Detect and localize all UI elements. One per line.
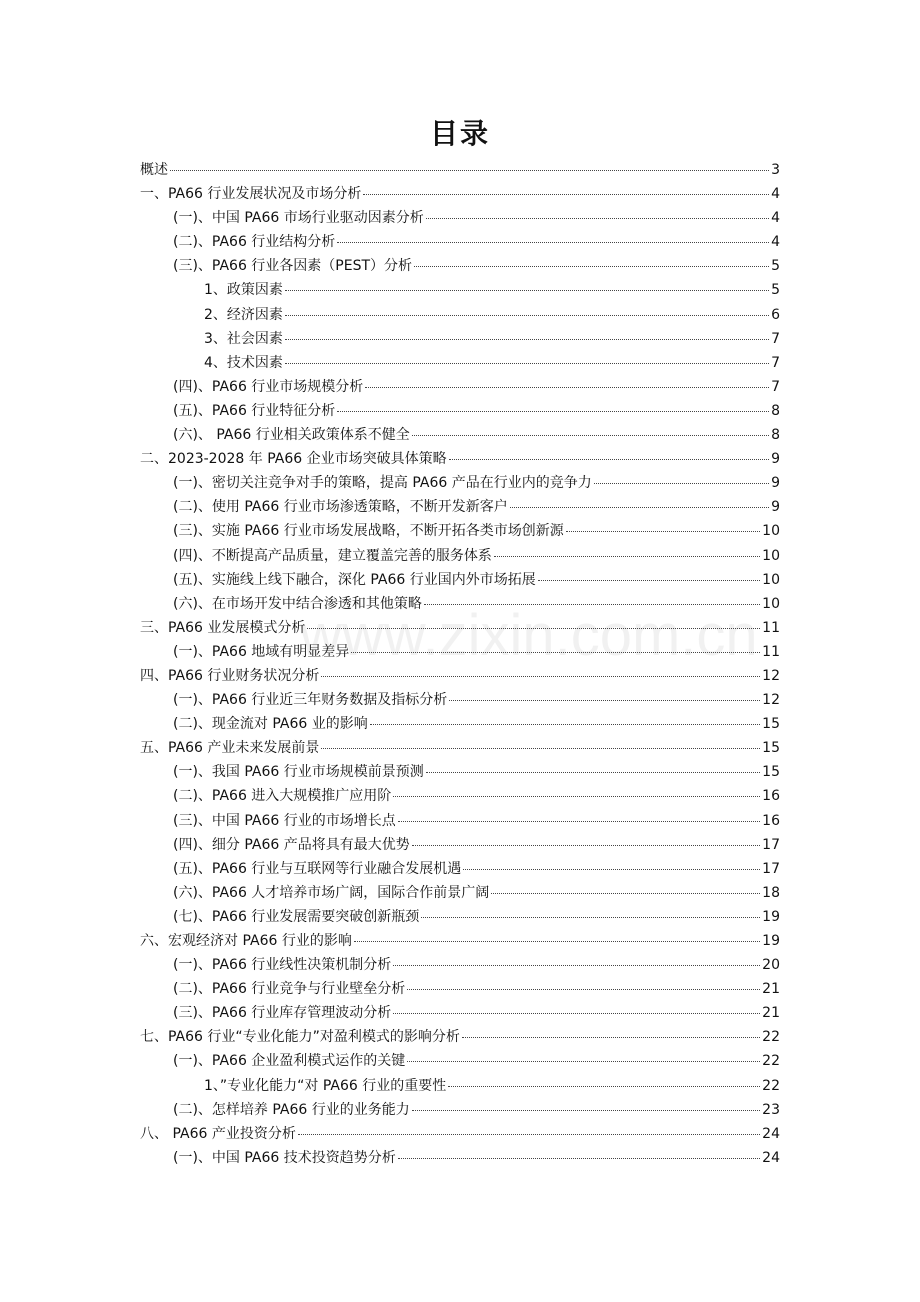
toc-dot-leader bbox=[393, 1012, 760, 1014]
toc-entry-page: 9 bbox=[771, 475, 780, 492]
toc-dot-leader bbox=[285, 338, 769, 340]
toc-dot-leader bbox=[337, 241, 769, 243]
toc-entry[interactable] bbox=[140, 568, 780, 592]
toc-entry-page: 17 bbox=[762, 860, 780, 877]
toc-dot-leader bbox=[285, 314, 769, 316]
toc-entry-title: (七)、PA66 行业发展需要突破创新瓶颈 bbox=[173, 908, 420, 925]
toc-dot-leader bbox=[414, 265, 769, 267]
toc-entry[interactable] bbox=[140, 447, 780, 471]
toc-entry-title: (四)、不断提高产品质量，建立覆盖完善的服务体系 bbox=[173, 547, 492, 564]
toc-dot-leader bbox=[412, 1109, 760, 1111]
toc-entry-title: (一)、中国 PA66 技术投资趋势分析 bbox=[173, 1149, 396, 1166]
toc-dot-leader bbox=[337, 410, 769, 412]
toc-dot-leader bbox=[321, 675, 760, 677]
toc-dot-leader bbox=[363, 193, 769, 195]
toc-entry-title: (二)、现金流对 PA66 业的影响 bbox=[173, 716, 368, 733]
toc-dot-leader bbox=[321, 747, 760, 749]
toc-entry-title: (四)、PA66 行业市场规模分析 bbox=[173, 378, 364, 395]
toc-entry-title: 五、PA66 产业未来发展前景 bbox=[140, 740, 320, 757]
toc-entry[interactable] bbox=[140, 1049, 780, 1073]
toc-dot-leader bbox=[463, 868, 760, 870]
toc-entry-page: 8 bbox=[771, 402, 780, 419]
toc-dot-leader bbox=[398, 820, 760, 822]
toc-entry[interactable] bbox=[140, 423, 780, 447]
toc-entry-page: 10 bbox=[762, 595, 780, 612]
toc-entry[interactable] bbox=[140, 158, 780, 182]
toc-entry-title: (六)、PA66 人才培养市场广阔，国际合作前景广阔 bbox=[173, 884, 490, 901]
toc-entry-title: 八、 PA66 产业投资分析 bbox=[140, 1125, 296, 1142]
toc-entry[interactable] bbox=[140, 206, 780, 230]
toc-entry-title: (二)、PA66 行业竞争与行业壁垒分析 bbox=[173, 981, 406, 998]
toc-entry-page: 12 bbox=[762, 667, 780, 684]
toc-entry-title: (二)、PA66 进入大规模推广应用阶 bbox=[173, 788, 392, 805]
toc-entry[interactable] bbox=[140, 375, 780, 399]
toc-entry[interactable] bbox=[140, 1098, 780, 1122]
toc-entry-title: (二)、PA66 行业结构分析 bbox=[173, 234, 336, 251]
toc-dot-leader bbox=[426, 217, 769, 219]
toc-entry[interactable] bbox=[140, 977, 780, 1001]
toc-dot-leader bbox=[462, 1036, 760, 1038]
toc-entry-title: 1、政策因素 bbox=[204, 282, 283, 299]
toc-entry[interactable] bbox=[140, 929, 780, 953]
toc-entry-title: 一、PA66 行业发展状况及市场分析 bbox=[140, 186, 362, 203]
toc-entry-page: 8 bbox=[771, 427, 780, 444]
toc-dot-leader bbox=[170, 169, 769, 171]
toc-entry[interactable] bbox=[140, 544, 780, 568]
toc-entry-page: 7 bbox=[771, 354, 780, 371]
toc-entry-title: (三)、PA66 行业库存管理波动分析 bbox=[173, 1005, 392, 1022]
toc-entry[interactable] bbox=[140, 230, 780, 254]
toc-entry-page: 12 bbox=[762, 692, 780, 709]
toc-entry-page: 10 bbox=[762, 571, 780, 588]
toc-entry-page: 22 bbox=[762, 1029, 780, 1046]
toc-entry-title: (六)、 PA66 行业相关政策体系不健全 bbox=[173, 427, 410, 444]
toc-dot-leader bbox=[393, 795, 760, 797]
toc-dot-leader bbox=[393, 964, 760, 966]
toc-entry[interactable] bbox=[140, 953, 780, 977]
toc-dot-leader bbox=[448, 1085, 760, 1087]
toc-entry-title: 二、2023-2028 年 PA66 企业市场突破具体策略 bbox=[140, 451, 447, 468]
toc-entry-page: 9 bbox=[771, 499, 780, 516]
toc-entry-title: 4、技术因素 bbox=[204, 354, 283, 371]
toc-entry[interactable] bbox=[140, 327, 780, 351]
toc-entry[interactable] bbox=[140, 399, 780, 423]
toc-entry[interactable] bbox=[140, 1001, 780, 1025]
toc-entry-page: 15 bbox=[762, 716, 780, 733]
toc-entry-title: (六)、在市场开发中结合渗透和其他策略 bbox=[173, 595, 422, 612]
toc-entry-page: 4 bbox=[771, 210, 780, 227]
toc-entry-title: 四、PA66 行业财务状况分析 bbox=[140, 667, 320, 684]
toc-dot-leader bbox=[494, 555, 760, 557]
toc-entry[interactable] bbox=[140, 471, 780, 495]
toc-entry-page: 21 bbox=[762, 981, 780, 998]
toc-entry-title: 1、”专业化能力“对 PA66 行业的重要性 bbox=[204, 1077, 447, 1094]
toc-dot-leader bbox=[285, 289, 769, 291]
toc-entry[interactable] bbox=[140, 1122, 780, 1146]
toc-entry-page: 6 bbox=[771, 306, 780, 323]
toc-entry-page: 18 bbox=[762, 884, 780, 901]
toc-dot-leader bbox=[566, 530, 760, 532]
toc-entry[interactable] bbox=[140, 784, 780, 808]
toc-entry[interactable] bbox=[140, 833, 780, 857]
toc-dot-leader bbox=[421, 916, 760, 918]
toc-entry-page: 19 bbox=[762, 933, 780, 949]
toc-entry[interactable] bbox=[140, 905, 780, 929]
toc-entry-title: (五)、实施线上线下融合，深化 PA66 行业国内外市场拓展 bbox=[173, 571, 536, 588]
toc-dot-leader bbox=[491, 892, 760, 894]
toc-dot-leader bbox=[365, 386, 769, 388]
toc-entry-page: 7 bbox=[771, 378, 780, 395]
toc-entry-page: 9 bbox=[771, 451, 780, 468]
toc-entry-title: 三、PA66 业发展模式分析 bbox=[140, 619, 306, 636]
toc-entry[interactable] bbox=[140, 182, 780, 206]
toc-entry-title: (一)、PA66 行业近三年财务数据及指标分析 bbox=[173, 692, 448, 709]
toc-entry[interactable] bbox=[140, 736, 780, 760]
toc-entry-title: (三)、PA66 行业各因素（PEST）分析 bbox=[173, 258, 413, 275]
toc-entry-title: (五)、PA66 行业与互联网等行业融合发展机遇 bbox=[173, 860, 462, 877]
toc-entry-title: (三)、实施 PA66 行业市场发展战略，不断开拓各类市场创新源 bbox=[173, 523, 564, 540]
toc-entry-title: (五)、PA66 行业特征分析 bbox=[173, 402, 336, 419]
toc-entry-title: 六、宏观经济对 PA66 行业的影响 bbox=[140, 933, 352, 949]
toc-dot-leader bbox=[449, 458, 769, 460]
toc-entry-page: 5 bbox=[771, 258, 780, 275]
toc-entry[interactable] bbox=[140, 1074, 780, 1098]
toc-dot-leader bbox=[407, 988, 760, 990]
toc-entry[interactable] bbox=[140, 809, 780, 833]
toc-entry[interactable] bbox=[140, 278, 780, 302]
toc-dot-leader bbox=[449, 699, 760, 701]
toc-entry-title: (一)、密切关注竞争对手的策略，提高 PA66 产品在行业内的竞争力 bbox=[173, 475, 592, 492]
toc-entry-page: 15 bbox=[762, 740, 780, 757]
toc-entry[interactable] bbox=[140, 495, 780, 519]
toc-entry[interactable] bbox=[140, 303, 780, 327]
toc-entry-page: 23 bbox=[762, 1101, 780, 1118]
toc-dot-leader bbox=[510, 506, 769, 508]
toc-entry-page: 4 bbox=[771, 186, 780, 203]
toc-entry-page: 22 bbox=[762, 1077, 780, 1094]
toc-entry-page: 10 bbox=[762, 523, 780, 540]
toc-entry-page: 17 bbox=[762, 836, 780, 853]
watermark: www.zixin.com.cn bbox=[300, 603, 758, 668]
toc-entry[interactable] bbox=[140, 1146, 780, 1170]
toc-dot-leader bbox=[594, 482, 769, 484]
toc-entry-title: (一)、PA66 行业线性决策机制分析 bbox=[173, 957, 392, 974]
toc-entry-page: 5 bbox=[771, 282, 780, 299]
toc-entry-title: 3、社会因素 bbox=[204, 330, 283, 347]
toc-entry-title: (四)、细分 PA66 产品将具有最大优势 bbox=[173, 836, 410, 853]
toc-entry-title: (一)、PA66 地域有明显差异 bbox=[173, 643, 350, 660]
toc-entry[interactable] bbox=[140, 712, 780, 736]
toc-entry-page: 16 bbox=[762, 812, 780, 829]
toc-dot-leader bbox=[426, 771, 760, 773]
toc-entry-title: 2、经济因素 bbox=[204, 306, 283, 323]
toc-entry-page: 15 bbox=[762, 764, 780, 781]
toc-entry-title: 概述 bbox=[140, 162, 168, 178]
toc-entry-title: (一)、我国 PA66 行业市场规模前景预测 bbox=[173, 764, 424, 781]
toc-dot-leader bbox=[538, 579, 760, 581]
toc-entry-page: 3 bbox=[771, 162, 780, 178]
toc-dot-leader bbox=[285, 362, 769, 364]
toc-entry-page: 11 bbox=[762, 619, 780, 636]
toc-entry-title: (一)、PA66 企业盈利模式运作的关键 bbox=[173, 1053, 406, 1070]
toc-entry-page: 4 bbox=[771, 234, 780, 251]
toc-dot-leader bbox=[407, 1060, 760, 1062]
toc-entry-title: 七、PA66 行业“专业化能力”对盈利模式的影响分析 bbox=[140, 1029, 460, 1046]
toc-entry[interactable] bbox=[140, 857, 780, 881]
page-title: 目录 bbox=[429, 117, 490, 150]
toc-entry-page: 16 bbox=[762, 788, 780, 805]
toc-entry-page: 19 bbox=[762, 908, 780, 925]
toc-entry-page: 24 bbox=[762, 1125, 780, 1142]
toc-entry[interactable] bbox=[140, 519, 780, 543]
toc-entry[interactable] bbox=[140, 881, 780, 905]
toc-entry[interactable] bbox=[140, 1025, 780, 1049]
toc-entry-title: (一)、中国 PA66 市场行业驱动因素分析 bbox=[173, 210, 424, 227]
toc-entry-title: (二)、怎样培养 PA66 行业的业务能力 bbox=[173, 1101, 410, 1118]
toc-entry-title: (三)、中国 PA66 行业的市场增长点 bbox=[173, 812, 396, 829]
toc-entry-page: 20 bbox=[762, 957, 780, 974]
toc-dot-leader bbox=[412, 434, 769, 436]
toc-entry-page: 11 bbox=[762, 643, 780, 660]
toc-dot-leader bbox=[354, 940, 760, 942]
toc-dot-leader bbox=[398, 1157, 760, 1159]
toc-entry-page: 21 bbox=[762, 1005, 780, 1022]
toc-dot-leader bbox=[370, 723, 760, 725]
toc-entry[interactable] bbox=[140, 760, 780, 784]
toc-entry-page: 22 bbox=[762, 1053, 780, 1070]
toc-entry[interactable] bbox=[140, 688, 780, 712]
toc-entry[interactable] bbox=[140, 351, 780, 375]
toc-entry-title: (二)、使用 PA66 行业市场渗透策略，不断开发新客户 bbox=[173, 499, 508, 516]
toc-dot-leader bbox=[412, 844, 760, 846]
toc-entry-page: 24 bbox=[762, 1149, 780, 1166]
toc-entry-page: 7 bbox=[771, 330, 780, 347]
toc-entry-page: 10 bbox=[762, 547, 780, 564]
toc-dot-leader bbox=[298, 1133, 760, 1135]
toc-entry[interactable] bbox=[140, 254, 780, 278]
